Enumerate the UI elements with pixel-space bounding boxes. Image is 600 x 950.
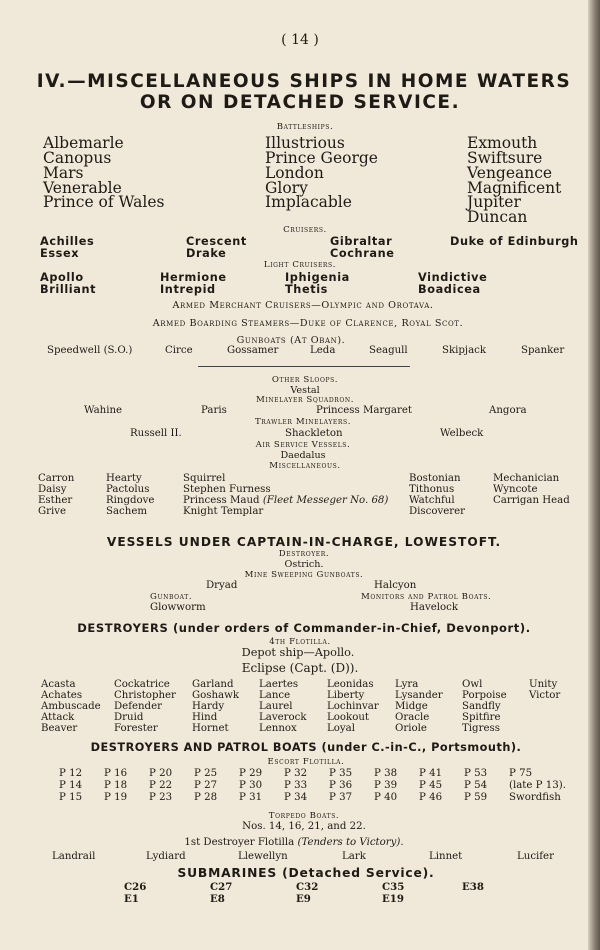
patrol-boat: P 35 <box>329 768 353 779</box>
tender: Landrail <box>52 851 96 862</box>
misc-vessel <box>183 496 388 506</box>
destroyer: Lochinvar <box>327 701 379 712</box>
battleship: Prince George <box>265 149 378 167</box>
gunboat: Gossamer <box>227 345 279 356</box>
patrol-boat: P 29 <box>239 768 263 779</box>
fleet-messenger-note: (Fleet Messeger No. 68) <box>262 495 389 506</box>
battleship: Mars <box>43 164 84 182</box>
destroyer: Beaver <box>41 723 78 734</box>
battleship: London <box>265 164 324 182</box>
destroyer: Laverock <box>259 712 307 723</box>
destroyer: Laurel <box>259 701 293 712</box>
light-cruiser: Boadicea <box>418 283 481 296</box>
escort-flotilla-heading: Escort Flotilla. <box>267 757 345 767</box>
flotilla-heading: 4th Flotilla. <box>269 637 331 647</box>
gunboat: Spanker <box>521 345 565 356</box>
cruiser: Crescent <box>186 235 247 248</box>
tenders-note: (Tenders to Victory). <box>297 837 404 848</box>
armed-merchant-cruisers: Armed Merchant Cruisers—Olympic and Orotava. <box>172 300 434 311</box>
trawler-minelayer: Shackleton <box>285 428 343 439</box>
patrol-boat: P 15 <box>59 792 83 803</box>
patrol-boat: (late P 13). <box>509 780 566 791</box>
mine-sweeping-gunboat: Dryad <box>206 580 238 591</box>
destroyer: Hardy <box>192 701 225 712</box>
destroyer: Oriole <box>395 723 427 734</box>
trawler-minelayer: Russell II. <box>130 428 182 439</box>
submarine: E38 <box>462 881 484 893</box>
battleship: Implacable <box>265 193 352 211</box>
tenders-heading <box>184 838 403 848</box>
misc-vessel: Ringdove <box>106 495 155 506</box>
submarine: E8 <box>210 893 225 905</box>
minelayer: Paris <box>201 405 227 416</box>
submarine: C32 <box>296 881 319 893</box>
destroyer: Oracle <box>395 712 430 723</box>
patrol-boat: P 37 <box>329 792 353 803</box>
patrol-boat: P 32 <box>284 768 308 779</box>
tender: Lark <box>342 851 366 862</box>
misc-vessel: Esther <box>38 495 73 506</box>
battleship: Magnificent <box>467 179 562 197</box>
destroyer: Liberty <box>327 690 365 701</box>
misc-vessel: Squirrel <box>183 473 226 484</box>
monitors-heading: Monitors and Patrol Boats. <box>361 592 492 602</box>
misc-vessel: Watchful <box>409 495 455 506</box>
submarine: C26 <box>124 881 147 893</box>
destroyer: Lysander <box>395 690 443 701</box>
patrol-boat: P 41 <box>419 768 443 779</box>
cruiser: Drake <box>186 247 227 260</box>
first-destroyer-flotilla: 1st Destroyer Flotilla <box>184 837 295 848</box>
light-cruiser: Vindictive <box>418 271 488 284</box>
patrol-boat: P 25 <box>194 768 218 779</box>
destroyer: Leonidas <box>327 679 374 690</box>
misc-vessel: Grive <box>38 506 67 517</box>
minelayer: Angora <box>489 405 527 416</box>
patrol-boat: P 27 <box>194 780 218 791</box>
cruisers-heading: Cruisers. <box>283 225 327 235</box>
destroyer: Ostrich. <box>284 559 324 570</box>
portsmouth-title: DESTROYERS AND PATROL BOATS (under C.-in-C., Portsmouth). <box>90 741 522 754</box>
destroyer: Victor <box>529 690 561 701</box>
patrol-boat: Swordfish <box>509 792 561 803</box>
battleship: Duncan <box>467 208 528 226</box>
light-cruisers-heading: Light Cruisers. <box>263 260 337 270</box>
gunboat: Leda <box>310 345 336 356</box>
sloop: Vestal <box>290 385 320 396</box>
destroyer: Sandfly <box>462 701 501 712</box>
misc-vessel: Bostonian <box>409 473 461 484</box>
light-cruiser: Brilliant <box>40 283 97 296</box>
minelayer: Princess Margaret <box>316 405 412 416</box>
submarines-title: SUBMARINES (Detached Service). <box>177 866 435 880</box>
monitor: Havelock <box>410 602 459 613</box>
battleship: Exmouth <box>467 134 538 152</box>
flotilla-leader: Eclipse (Capt. (D)). <box>241 661 359 675</box>
gunboat: Skipjack <box>442 345 487 356</box>
patrol-boat: P 45 <box>419 780 443 791</box>
patrol-boat: P 16 <box>104 768 128 779</box>
minelayer: Wahine <box>84 405 123 416</box>
destroyer: Acasta <box>41 679 76 690</box>
destroyer: Forester <box>114 723 158 734</box>
misc-vessel: Daisy <box>38 484 67 495</box>
patrol-boat: P 12 <box>59 768 83 779</box>
patrol-boat: P 20 <box>149 768 173 779</box>
gunboat-heading: Gunboat. <box>150 592 193 602</box>
destroyer: Lookout <box>327 712 369 723</box>
destroyer-heading: Destroyer. <box>278 549 330 559</box>
mine-sweeping-heading: Mine Sweeping Gunboats. <box>244 570 364 580</box>
cruiser: Achilles <box>40 235 95 248</box>
patrol-boat: P 19 <box>104 792 128 803</box>
misc-vessel: Carron <box>38 473 75 484</box>
gunboats-heading: Gunboats (At Oban). <box>236 335 346 346</box>
patrol-boat: P 39 <box>374 780 398 791</box>
submarine: E9 <box>296 893 311 905</box>
gunboat: Circe <box>165 345 193 356</box>
battleship: Venerable <box>43 179 122 197</box>
air-service-heading: Air Service Vessels. <box>255 440 351 450</box>
light-cruiser: Intrepid <box>160 283 216 296</box>
tender: Lucifer <box>517 851 554 862</box>
misc-vessel: Discoverer <box>409 506 466 517</box>
minelayer-heading: Minelayer Squadron. <box>255 395 355 405</box>
patrol-boat: P 59 <box>464 792 488 803</box>
misc-vessel: Wyncote <box>493 484 538 495</box>
cruiser: Duke of Edinburgh <box>450 235 579 248</box>
destroyer: Defender <box>114 701 162 712</box>
patrol-boat: P 75 <box>509 768 533 779</box>
destroyer: Unity <box>529 679 558 690</box>
tender: Llewellyn <box>238 851 288 862</box>
divider <box>198 366 410 367</box>
other-sloops-heading: Other Sloops. <box>271 375 339 385</box>
submarine: C27 <box>210 881 233 893</box>
cruiser: Essex <box>40 247 80 260</box>
destroyer: Druid <box>114 712 144 723</box>
depot-ship: Depot ship—Apollo. <box>241 646 355 659</box>
gunboat: Seagull <box>369 345 408 356</box>
section-title-line-1: IV.—MISCELLANEOUS SHIPS IN HOME WATERS <box>36 71 572 92</box>
submarine: C35 <box>382 881 405 893</box>
devonport-title: DESTROYERS (under orders of Commander-in-Chief, Devonport). <box>77 621 531 635</box>
trawler-minelayers-heading: Trawler Minelayers. <box>254 417 352 427</box>
tender: Linnet <box>429 851 463 862</box>
destroyer: Hind <box>192 712 218 723</box>
tender: Lydiard <box>146 851 186 862</box>
lowestoft-title: VESSELS UNDER CAPTAIN-IN-CHARGE, LOWESTOFT. <box>106 535 502 549</box>
battleship: Canopus <box>43 149 112 167</box>
misc-vessel: Knight Templar <box>183 506 264 517</box>
patrol-boat: P 36 <box>329 780 353 791</box>
destroyer: Midge <box>395 701 428 712</box>
patrol-boat: P 28 <box>194 792 218 803</box>
torpedo-boats: Nos. 14, 16, 21, and 22. <box>242 821 366 832</box>
battleship: Albemarle <box>43 134 124 152</box>
destroyer: Tigress <box>462 723 500 734</box>
destroyer: Lennox <box>259 723 297 734</box>
destroyer: Achates <box>41 690 83 701</box>
patrol-boat: P 30 <box>239 780 263 791</box>
cruiser: Cochrane <box>330 247 395 260</box>
battleship: Illustrious <box>265 134 345 152</box>
destroyer: Owl <box>462 679 483 690</box>
light-cruiser: Apollo <box>40 271 84 284</box>
misc-vessel: Carrigan Head <box>493 495 570 506</box>
page-number: ( 14 ) <box>281 32 319 48</box>
patrol-boat: P 18 <box>104 780 128 791</box>
page-spine <box>588 0 600 950</box>
light-cruiser: Hermione <box>160 271 227 284</box>
air-service-vessel: Daedalus <box>280 450 326 461</box>
patrol-boat: P 22 <box>149 780 173 791</box>
misc-vessel-name: Princess Maud <box>183 495 260 506</box>
destroyer: Ambuscade <box>41 701 101 712</box>
miscellaneous-heading: Miscellaneous. <box>269 461 341 471</box>
patrol-boat: P 23 <box>149 792 173 803</box>
destroyer: Christopher <box>114 690 176 701</box>
destroyer: Laertes <box>259 679 299 690</box>
battleship: Prince of Wales <box>43 193 165 211</box>
destroyer: Loyal <box>327 723 355 734</box>
misc-vessel: Sachem <box>106 506 148 517</box>
destroyer: Goshawk <box>192 690 240 701</box>
battleship: Jupiter <box>467 193 521 211</box>
destroyer: Garland <box>192 679 234 690</box>
battleship: Swiftsure <box>467 149 543 167</box>
misc-vessel: Stephen Furness <box>183 484 271 495</box>
battleships-heading: Battleships. <box>276 122 334 132</box>
destroyer: Lyra <box>395 679 419 690</box>
patrol-boat: P 38 <box>374 768 398 779</box>
submarine: E1 <box>124 893 139 905</box>
patrol-boat: P 54 <box>464 780 488 791</box>
patrol-boat: P 33 <box>284 780 308 791</box>
destroyer: Porpoise <box>462 690 507 701</box>
patrol-boat: P 34 <box>284 792 308 803</box>
cruiser: Gibraltar <box>330 235 393 248</box>
armed-boarding-steamers: Armed Boarding Steamers—Duke of Clarence, Royal Scot. <box>152 318 464 329</box>
destroyer: Spitfire <box>462 712 501 723</box>
lowestoft-gunboat: Glowworm <box>150 602 206 613</box>
misc-vessel: Pactolus <box>106 484 150 495</box>
destroyer: Lance <box>259 690 291 701</box>
patrol-boat: P 40 <box>374 792 398 803</box>
trawler-minelayer: Welbeck <box>440 428 484 439</box>
torpedo-boats-heading: Torpedo Boats. <box>268 811 340 821</box>
submarine: E19 <box>382 893 404 905</box>
section-title-line-2: OR ON DETACHED SERVICE. <box>139 92 461 113</box>
battleship: Vengeance <box>467 164 553 182</box>
gunboat: Speedwell (S.O.) <box>47 345 133 356</box>
destroyer: Attack <box>41 712 75 723</box>
patrol-boat: P 31 <box>239 792 263 803</box>
misc-vessel: Hearty <box>106 473 142 484</box>
destroyer: Cockatrice <box>114 679 170 690</box>
misc-vessel: Mechanician <box>493 473 560 484</box>
patrol-boat: P 53 <box>464 768 488 779</box>
destroyer: Hornet <box>192 723 229 734</box>
patrol-boat: P 46 <box>419 792 443 803</box>
misc-vessel: Tithonus <box>409 484 455 495</box>
light-cruiser: Iphigenia <box>285 271 350 284</box>
mine-sweeping-gunboat: Halcyon <box>374 580 417 591</box>
light-cruiser: Thetis <box>285 283 329 296</box>
battleship: Glory <box>265 179 308 197</box>
patrol-boat: P 14 <box>59 780 83 791</box>
